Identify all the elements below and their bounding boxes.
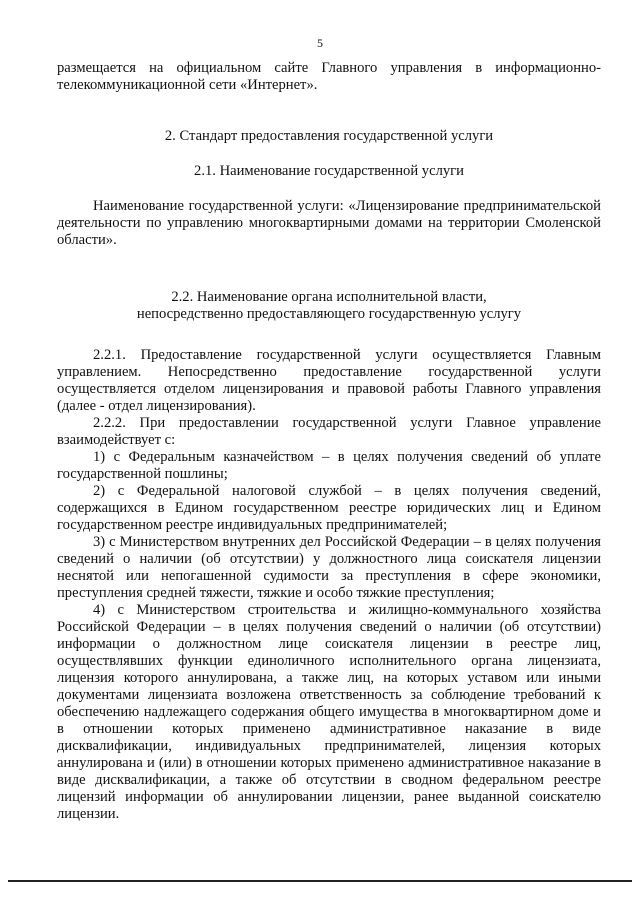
page-content <box>57 60 601 823</box>
list-item-3: 3) с Министерством внутренних дел Российской Федерации – в целях получения сведений о наличии (об отсутствии) у должностного лица соискателя лицензии неснятой или непогашенной судимости за преступления в сфере экономики, преступления средней тяжести, тяжкие и особо тяжкие преступления; <box>57 534 601 601</box>
list-item-4: 4) с Министерством строительства и жилищно-коммунального хозяйства Российской Федерации – в целях получения сведений о наличии (об отсутствии) информации о должностном лице соискателя лицензии в реестре лиц, осуществлявших функции единоличного исполнительного органа лицензиата, лицензия которого аннулирована, а также лиц, на которых уставом или иными документами лицензиата возложена ответственность за соблюдение требований к обеспечению надлежащего содержания общего имущества в многоквартирном доме и в отношении которых применено административное наказание в виде дисквалификации, индивидуальных предпринимателей, лицензия которых аннулирована и (или) в отношении которых применено административное наказание в виде дисквалификации, а также об отсутствии в сводном федеральном реестре лицензий информации об аннулировании лицензии, ранее выданной соискателю лицензии. <box>57 602 601 822</box>
section-2-2-title-line-1: 2.2. Наименование органа исполнительной власти, <box>171 289 487 305</box>
section-2-title: 2. Стандарт предоставления государственной услуги <box>164 128 494 144</box>
list-item-1: 1) с Федеральным казначейством – в целях получения сведений об уплате государственной пошлины; <box>57 449 601 482</box>
page-number: 5 <box>317 36 323 50</box>
paragraph-2-2-1: 2.2.1. Предоставление государственной услуги осуществляется Главным управлением. Непосредственно предоставление государственной услуги осуществляется отделом лицензирования и правовой работы Главного управления (далее - отдел лицензирования). <box>57 347 601 414</box>
paragraph-2-2-2: 2.2.2. При предоставлении государственной услуги Главное управление взаимодействует с: <box>57 415 601 448</box>
section-2-1-text: Наименование государственной услуги: «Лицензирование предпринимательской деятельности по управлению многоквартирными домами на территории Смоленской области». <box>57 198 601 248</box>
section-2-1-title: 2.1. Наименование государственной услуги <box>194 163 464 179</box>
section-2-2-title <box>57 289 601 323</box>
intro-paragraph: размещается на официальном сайте Главного управления в информационно-телекоммуникационной сети «Интернет». <box>57 60 601 93</box>
list-item-2: 2) с Федеральной налоговой службой – в целях получения сведений, содержащихся в Едином государственном реестре юридических лиц и Едином государственном реестре индивидуальных предпринимателей; <box>57 483 601 533</box>
footer-divider <box>8 880 632 882</box>
section-2-2-title-line-2: непосредственно предоставляющего государственную услугу <box>136 306 522 322</box>
